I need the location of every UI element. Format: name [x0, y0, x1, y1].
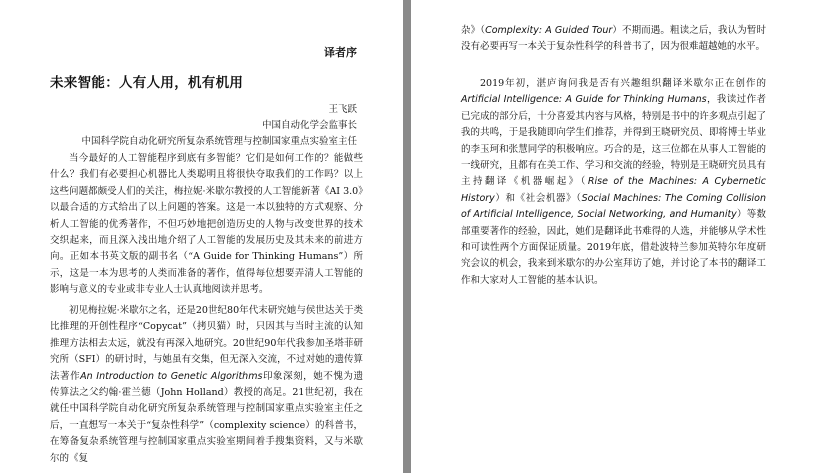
- right-paragraph-2-book-title-2: Rise of the Machines: A Cybernetic History: [461, 176, 766, 204]
- right-page: [411, 0, 818, 473]
- chapter-title: 未来智能：人有人用，机有机用: [50, 75, 244, 91]
- right-paragraph-1-book-title: Complexity: A Guided Tour: [485, 25, 613, 36]
- right-paragraph-2-book-title-3: Social Machines: The Coming Collision of Artificial Intelligence, Social Networking, and Humanity: [461, 192, 766, 221]
- left-paragraph-2-text-b: 印象深刻，她不愧为遗传算法之父约翰·霍兰德（John Holland）教授的高足。21世纪初，我在就任中国科学院自动化研究所复杂系统管理与控制国家重点实验室主任之后，一直想写一本关于“复杂性科学”（complexity science）的科普书，在筹备复杂系统管理与控制国家重点实验室期间着手搜集资料，又与米歇尔的《复: [50, 370, 363, 464]
- right-paragraph-1-text-a: 杂》（: [461, 25, 486, 36]
- page-divider: [403, 0, 411, 473]
- section-header: 译者序: [324, 46, 357, 59]
- left-paragraph-2: [50, 303, 363, 467]
- left-page: [0, 0, 403, 473]
- left-paragraph-2-book-title: An Introduction to Genetic Algorithms: [80, 370, 263, 382]
- right-paragraph-2-book-title-1: Artificial Intelligence: A Guide for Thinking Humans: [461, 94, 707, 106]
- author-title-1: 中国自动化学会监事长: [261, 120, 357, 131]
- left-paragraph-2-text-a: 初见梅拉妮·米歇尔之名，还是20世纪80年代末研究她与侯世达关于类比推理的开创性程序“Copycat”（拷贝猫）时，只因其与当时主流的认知推理方法相去太远，就没有再深入地研究。20世纪90年代我参加圣塔菲研究所（SFI）的研讨时，与她虽有交集，但无深入交流，不过对她的遗传算法著作: [50, 305, 363, 382]
- right-paragraph-2: [461, 76, 766, 289]
- right-paragraph-2-text-b: ，我读过作者已完成的部分后，十分喜爱其内容与风格，特别是书中的许多观点引起了我的共鸣，于是我随即向学生们推荐，并得到王晓研究员、即将博士毕业的李玉珂和张慧同学的积极响应。巧合的是，这三位都在从事人工智能的一线研究，且都有在美工作、学习和交流的经验，特别是王晓研究员具有主持翻译《机器崛起》（: [461, 94, 766, 188]
- right-paragraph-2-text-c: ）和《社会机器》（: [494, 192, 582, 204]
- right-paragraph-1-text-b: ）不期而遇。粗读之后，我认为暂时没有必要再写一本关于复杂性科学的科普书了，因为很难超越她的水平。: [461, 25, 766, 53]
- right-paragraph-1: [461, 23, 766, 56]
- left-paragraph-1: 当今最好的人工智能程序到底有多智能？它们是如何工作的？能做些什么？我们有必要担心机器比人类聪明且将很快夺取我们的工作吗？以上这些问题都颇受人们的关注，梅拉妮·米歇尔教授的人工智能新著《AI 3.0》以最合适的方式给出了以上问题的答案。这是一本以独特的方式观察、分析人工智能的优秀著作，不但巧妙地把创造历史的人物与改变世界的技术交织起来，而且深入浅出地介绍了人工智能的发展历史及其未来的前进方向。正如本书英文版的副书名（“A Guide for Thinking Humans”）所示，这是一本为思考的人类而准备的著作，值得每位想要弄清人工智能的影响与意义的专业或非专业人士认真地阅读并思考。: [50, 153, 363, 296]
- author-name: 王飞跃: [328, 104, 357, 115]
- right-paragraph-2-text-d: ）等数部重要著作的经验，因此，她们是翻译此书难得的人选，并能够从学术性和可读性两个方面保证质量。2019年底，借赴波特兰参加英特尔年度研究会议的机会，我来到米歇尔的办公室拜访了她，并讨论了本书的翻译工作和大家对人工智能的基本认识。: [461, 209, 766, 286]
- author-title-2: 中国科学院自动化研究所复杂系统管理与控制国家重点实验室主任: [81, 136, 357, 147]
- right-paragraph-2-text-a: 2019年初，湛庐询问我是否有兴趣组织翻译米歇尔正在创作的: [480, 78, 766, 89]
